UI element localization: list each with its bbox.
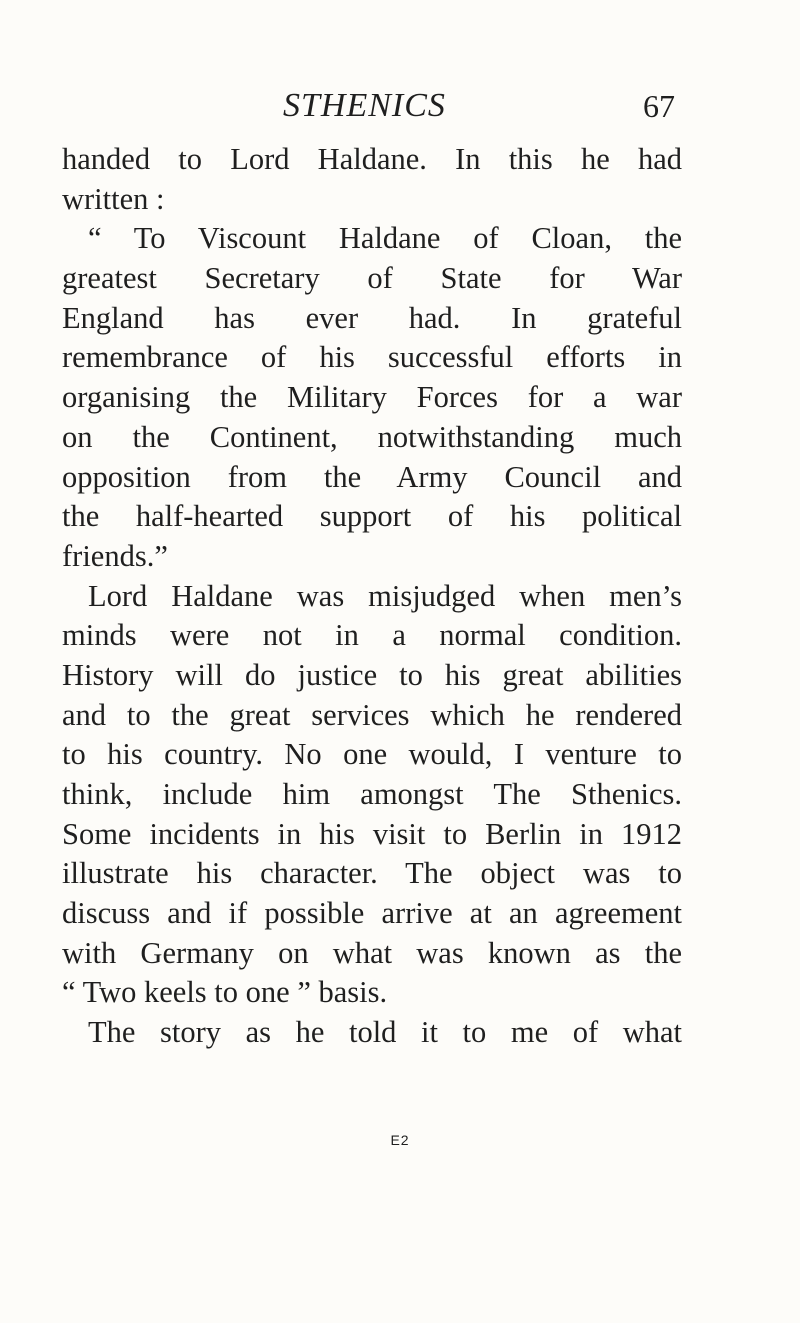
body-text	[62, 140, 682, 1053]
text-line: History will do justice to his great abilities	[62, 657, 682, 692]
text-line: written :	[62, 181, 165, 216]
text-line: think, include him amongst The Sthenics.	[62, 777, 682, 811]
running-title: STHENICS	[283, 87, 446, 124]
text-line: to his country. No one would, I venture to	[62, 737, 682, 772]
text-line: remembrance of his successful efforts in	[62, 340, 682, 375]
running-head	[0, 84, 800, 128]
text-line: Lord Haldane was misjudged when men’s	[88, 578, 682, 613]
signature-mark: E2	[390, 1132, 410, 1148]
text-line: the half-hearted support of his political	[62, 499, 682, 534]
text-line: handed to Lord Haldane. In this he had	[62, 142, 682, 176]
text-line: opposition from the Army Council and	[62, 459, 682, 494]
text-line: Some incidents in his visit to Berlin in 1912	[62, 816, 682, 851]
text-line: greatest Secretary of State for War	[62, 261, 682, 296]
text-line: “ Two keels to one ” basis.	[62, 975, 388, 1010]
text-line: illustrate his character. The object was to	[62, 856, 682, 891]
text-line: England has ever had. In grateful	[62, 300, 682, 335]
text-line: minds were not in a normal condition.	[62, 618, 682, 653]
text-line: organising the Military Forces for a war	[62, 380, 682, 415]
text-line: “ To Viscount Haldane of Cloan, the	[88, 221, 682, 256]
text-line: on the Continent, notwithstanding much	[62, 419, 682, 454]
text-line: friends.”	[62, 538, 168, 573]
text-line: discuss and if possible arrive at an agreement	[62, 896, 682, 931]
text-line: and to the great services which he rendered	[62, 697, 682, 732]
page-number: 67	[643, 88, 675, 124]
text-line: The story as he told it to me of what	[88, 1015, 682, 1050]
text-line: with Germany on what was known as the	[62, 935, 682, 970]
